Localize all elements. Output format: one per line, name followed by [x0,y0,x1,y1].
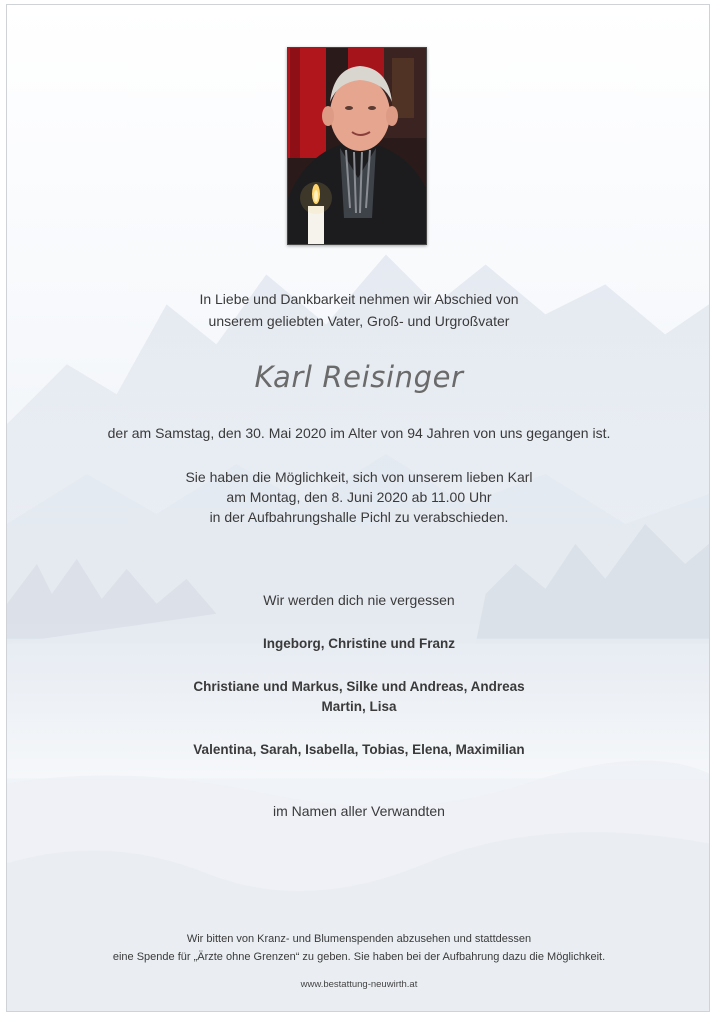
farewell-line-1: Sie haben die Möglichkeit, sich von unserem lieben Karl [185,469,533,485]
farewell-line-2: am Montag, den 8. Juni 2020 ab 11.00 Uhr [226,489,492,505]
website-link[interactable]: www.bestattung-neuwirth.at [300,979,418,990]
death-notice: der am Samstag, den 30. Mai 2020 im Alter von 94 Jahren von uns gegangen ist. [107,425,611,441]
farewell-line-3: in der Aufbahrungshalle Pichl zu verabschieden. [209,509,509,525]
intro-line-2: unserem geliebten Vater, Groß- und Urgroßvater [208,313,510,329]
intro-text [7,288,710,332]
farewell-info [7,467,710,527]
on-behalf-text: im Namen aller Verwandten [273,803,445,819]
donation-request [7,930,710,966]
donation-line-1: Wir bitten von Kranz- und Blumenspenden abzusehen und stattdessen [186,933,532,945]
grandchildren-line-1: Christiane und Markus, Silke und Andreas, Andreas [193,679,525,694]
family-great-grandchildren: Valentina, Sarah, Isabella, Tobias, Elena, Maximilian [193,742,525,757]
never-forget-text: Wir werden dich nie vergessen [263,592,455,608]
family-children: Ingeborg, Christine und Franz [263,636,455,651]
intro-line-1: In Liebe und Dankbarkeit nehmen wir Abschied von [199,291,519,307]
donation-line-2: eine Spende für „Ärzte ohne Grenzen“ zu geben. Sie haben bei der Aufbahrung dazu die Möglichkeit. [112,951,606,963]
deceased-name: Karl Reisinger [254,360,464,394]
page-frame [6,4,710,1012]
portrait-photo [287,47,427,245]
family-grandchildren [7,677,710,717]
grandchildren-line-2: Martin, Lisa [321,699,397,714]
